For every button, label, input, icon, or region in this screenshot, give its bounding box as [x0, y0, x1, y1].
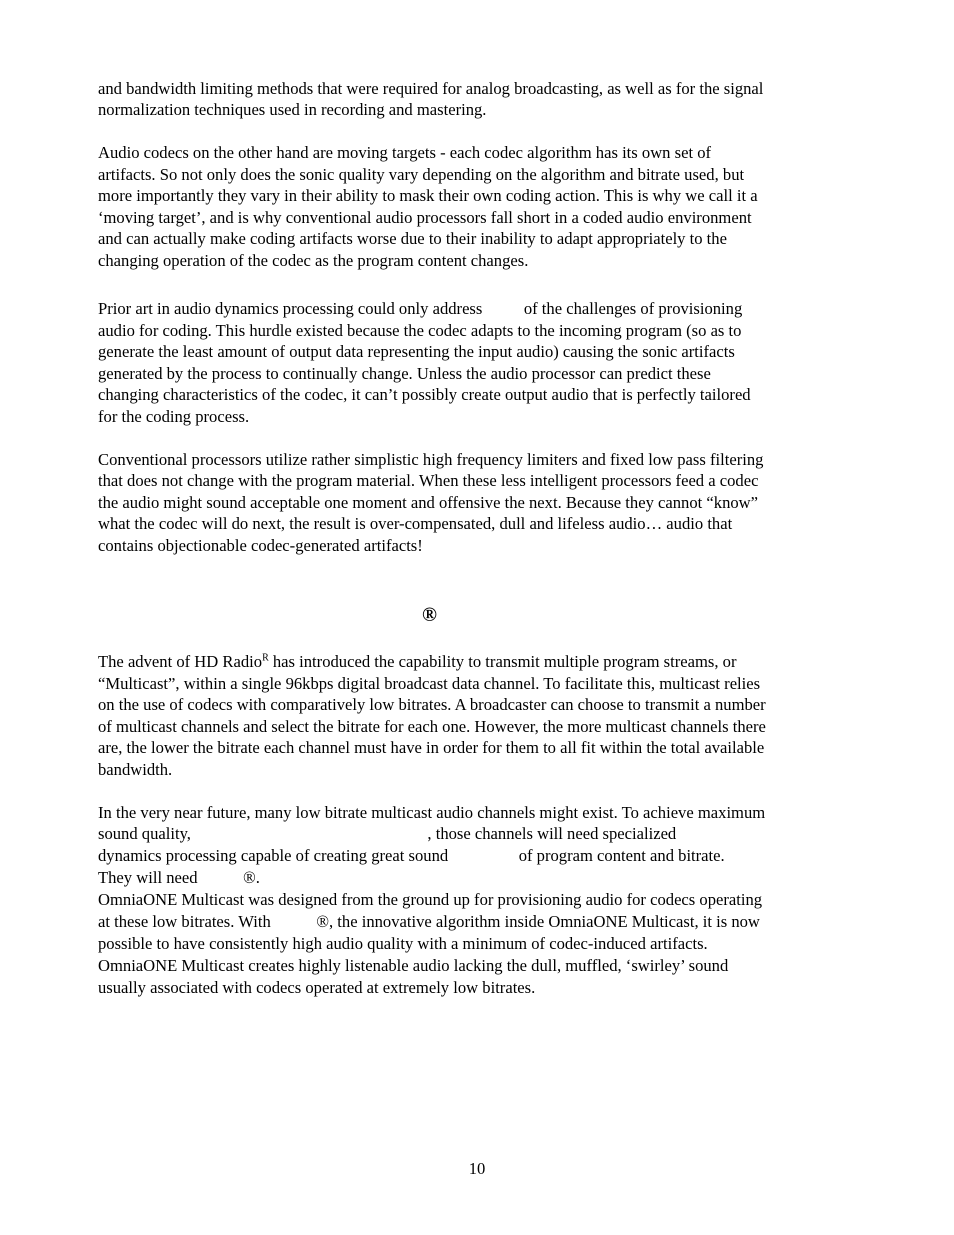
paragraph-6-line: at these low bitrates. With ®, the innovative algorithm inside OmniaONE Multicast, it is now [98, 912, 760, 931]
paragraph-3-line: audio for coding. This hurdle existed because the codec adapts to the incoming program (so as to [98, 321, 742, 340]
paragraph-3-line: for the coding process. [98, 407, 250, 426]
superscript-mark: R [262, 652, 269, 664]
paragraph-1-line: and bandwidth limiting methods that were required for analog broadcasting, as well as for the signal [98, 79, 764, 98]
paragraph-5-line: bandwidth. [98, 760, 173, 779]
paragraph-4-line: Conventional processors utilize rather simplistic high frequency limiters and fixed low pass filtering [98, 450, 764, 469]
paragraph-5-text: has introduced the capability to transmit multiple program streams, or [268, 652, 737, 671]
paragraph-4-line: what the codec will do next, the result is over-compensated, dull and lifeless audio… audio that [98, 514, 733, 533]
paragraph-4-line: contains objectionable codec-generated artifacts! [98, 536, 423, 555]
paragraph-2-line: changing operation of the codec as the program content changes. [98, 251, 529, 270]
paragraph-5-line: are, the lower the bitrate each channel must have in order for them to all fit within the total available [98, 738, 765, 757]
paragraph-3-line: generated by the process to continually change. Unless the audio processor can predict these [98, 364, 711, 383]
paragraph-5-text: The advent of HD Radio [98, 652, 263, 671]
paragraph-5-line: of multicast channels and select the bitrate for each one. However, the more multicast channels there [98, 717, 766, 736]
paragraph-3-line: Prior art in audio dynamics processing could only address of the challenges of provisioning [98, 299, 743, 318]
page-number: 10 [468, 1159, 486, 1178]
paragraph-5-line: on the use of codecs with comparatively low bitrates. A broadcaster can choose to transmit a number [98, 695, 766, 714]
paragraph-6-line: usually associated with codecs operated at extremely low bitrates. [98, 978, 536, 997]
paragraph-6-line: In the very near future, many low bitrate multicast audio channels might exist. To achieve maximum [98, 803, 766, 822]
paragraph-3-line: generate the least amount of output data representing the input audio) causing the sonic artifacts [98, 342, 735, 361]
paragraph-6-line: OmniaONE Multicast creates highly listenable audio lacking the dull, muffled, ‘swirley’ sound [98, 956, 729, 975]
paragraph-6-line: OmniaONE Multicast was designed from the ground up for provisioning audio for codecs operating [98, 890, 763, 909]
paragraph-6-line: dynamics processing capable of creating great sound of program content and bitrate. [98, 846, 725, 865]
paragraph-4-line: that does not change with the program material. When these less intelligent processors feed a codec [98, 471, 759, 490]
paragraph-2-line: more importantly they vary in their ability to mask their own coding action. This is why we call it a [98, 186, 758, 205]
paragraph-2-line: artifacts. So not only does the sonic quality vary depending on the algorithm and bitrate used, but [98, 165, 745, 184]
paragraph-2-line: and can actually make coding artifacts worse due to their inability to adapt appropriately to the [98, 229, 727, 248]
paragraph-6-line: sound quality, , those channels will need specialized [98, 824, 677, 843]
paragraph-2-line: ‘moving target’, and is why conventional audio processors fall short in a coded audio environment [98, 208, 752, 227]
paragraph-5-line [98, 651, 736, 672]
paragraph-6-line: possible to have consistently high audio quality with a minimum of codec-induced artifacts. [98, 934, 708, 953]
paragraph-3-line: changing characteristics of the codec, it can’t possibly create output audio that is perfectly tailored [98, 385, 751, 404]
paragraph-5-line: “Multicast”, within a single 96kbps digital broadcast data channel. To facilitate this, multicast relies [98, 674, 761, 693]
paragraph-4-line: the audio might sound acceptable one moment and offensive the next. Because they cannot “know” [98, 493, 759, 512]
paragraph-1-line: normalization techniques used in recording and mastering. [98, 100, 487, 119]
section-heading: ® [422, 604, 437, 626]
paragraph-6-line: They will need ®. [98, 868, 260, 887]
paragraph-2-line: Audio codecs on the other hand are moving targets - each codec algorithm has its own set of [98, 143, 712, 162]
